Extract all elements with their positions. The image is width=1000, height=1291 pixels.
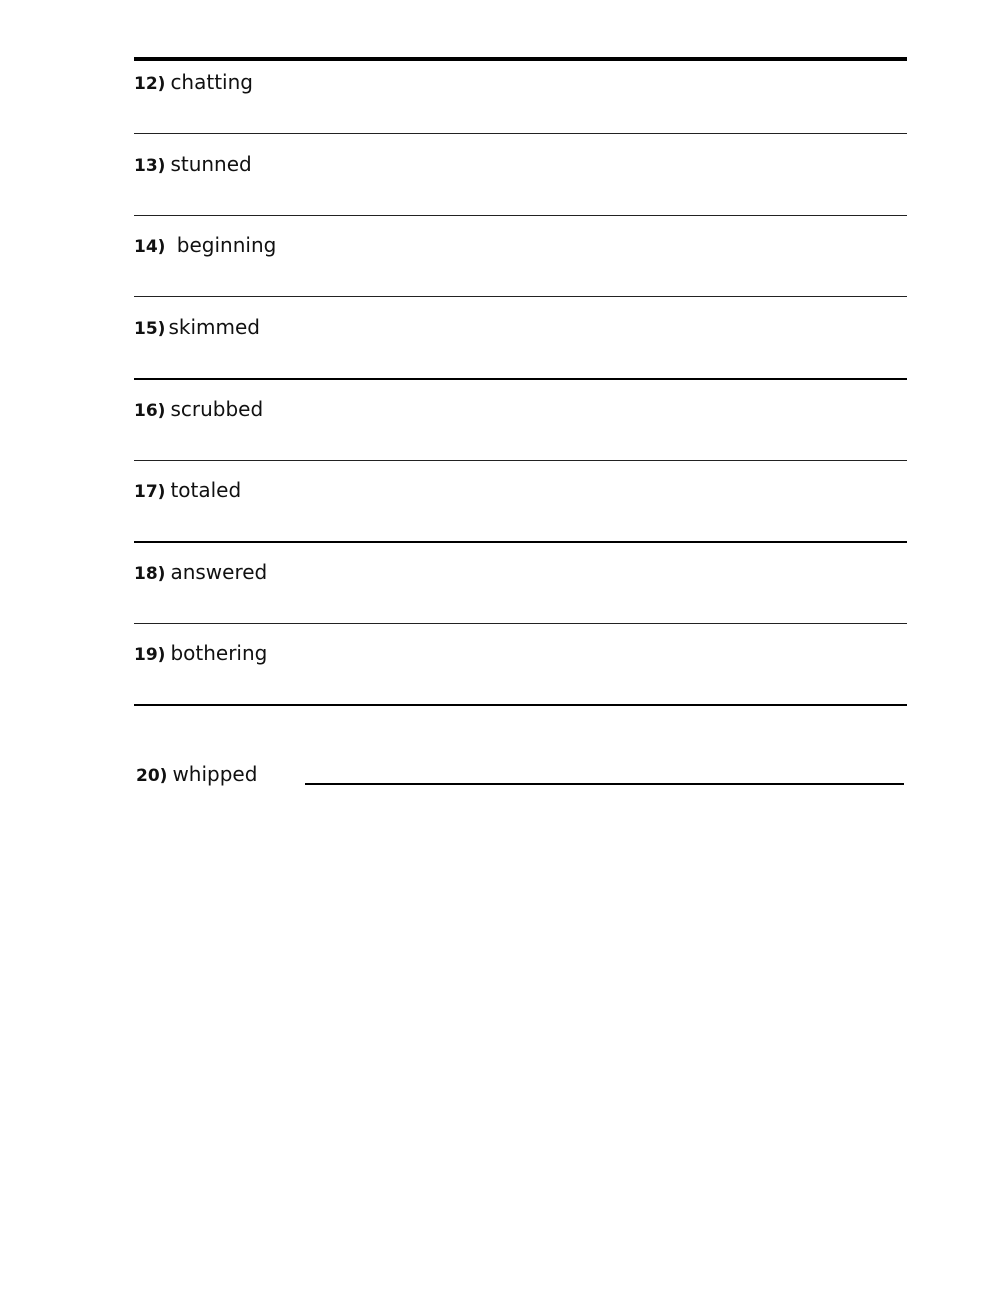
question-label [134, 152, 252, 178]
question-word: answered [170, 560, 268, 584]
question-word: chatting [170, 70, 253, 94]
question-number: 15) [134, 319, 166, 339]
question-label [134, 641, 267, 667]
question-label [134, 397, 263, 423]
answer-rule[interactable] [134, 541, 907, 543]
question-word: beginning [170, 233, 277, 257]
question-number: 13) [134, 156, 166, 176]
question-word: scrubbed [170, 397, 264, 421]
question-label [134, 315, 260, 341]
question-word: whipped [172, 762, 258, 786]
answer-rule[interactable] [134, 296, 907, 297]
question-number: 14) [134, 237, 166, 257]
question-word: stunned [170, 152, 252, 176]
top-rule [134, 57, 907, 61]
answer-rule[interactable] [134, 133, 907, 134]
question-label [136, 762, 257, 788]
question-number: 19) [134, 645, 166, 665]
answer-rule[interactable] [134, 704, 907, 706]
answer-rule[interactable] [134, 378, 907, 380]
question-word: skimmed [168, 315, 260, 339]
question-number: 16) [134, 401, 166, 421]
question-row-20 [136, 762, 907, 792]
answer-rule[interactable] [305, 783, 904, 785]
question-word: totaled [170, 478, 242, 502]
question-label [134, 560, 267, 586]
question-word: bothering [170, 641, 268, 665]
question-label [134, 478, 241, 504]
answer-rule[interactable] [134, 623, 907, 624]
answer-rule[interactable] [134, 215, 907, 216]
answer-rule[interactable] [134, 460, 907, 461]
question-number: 18) [134, 564, 166, 584]
question-label [134, 70, 253, 96]
question-number: 12) [134, 74, 166, 94]
question-number: 17) [134, 482, 166, 502]
question-label [134, 233, 276, 259]
question-number: 20) [136, 766, 168, 786]
